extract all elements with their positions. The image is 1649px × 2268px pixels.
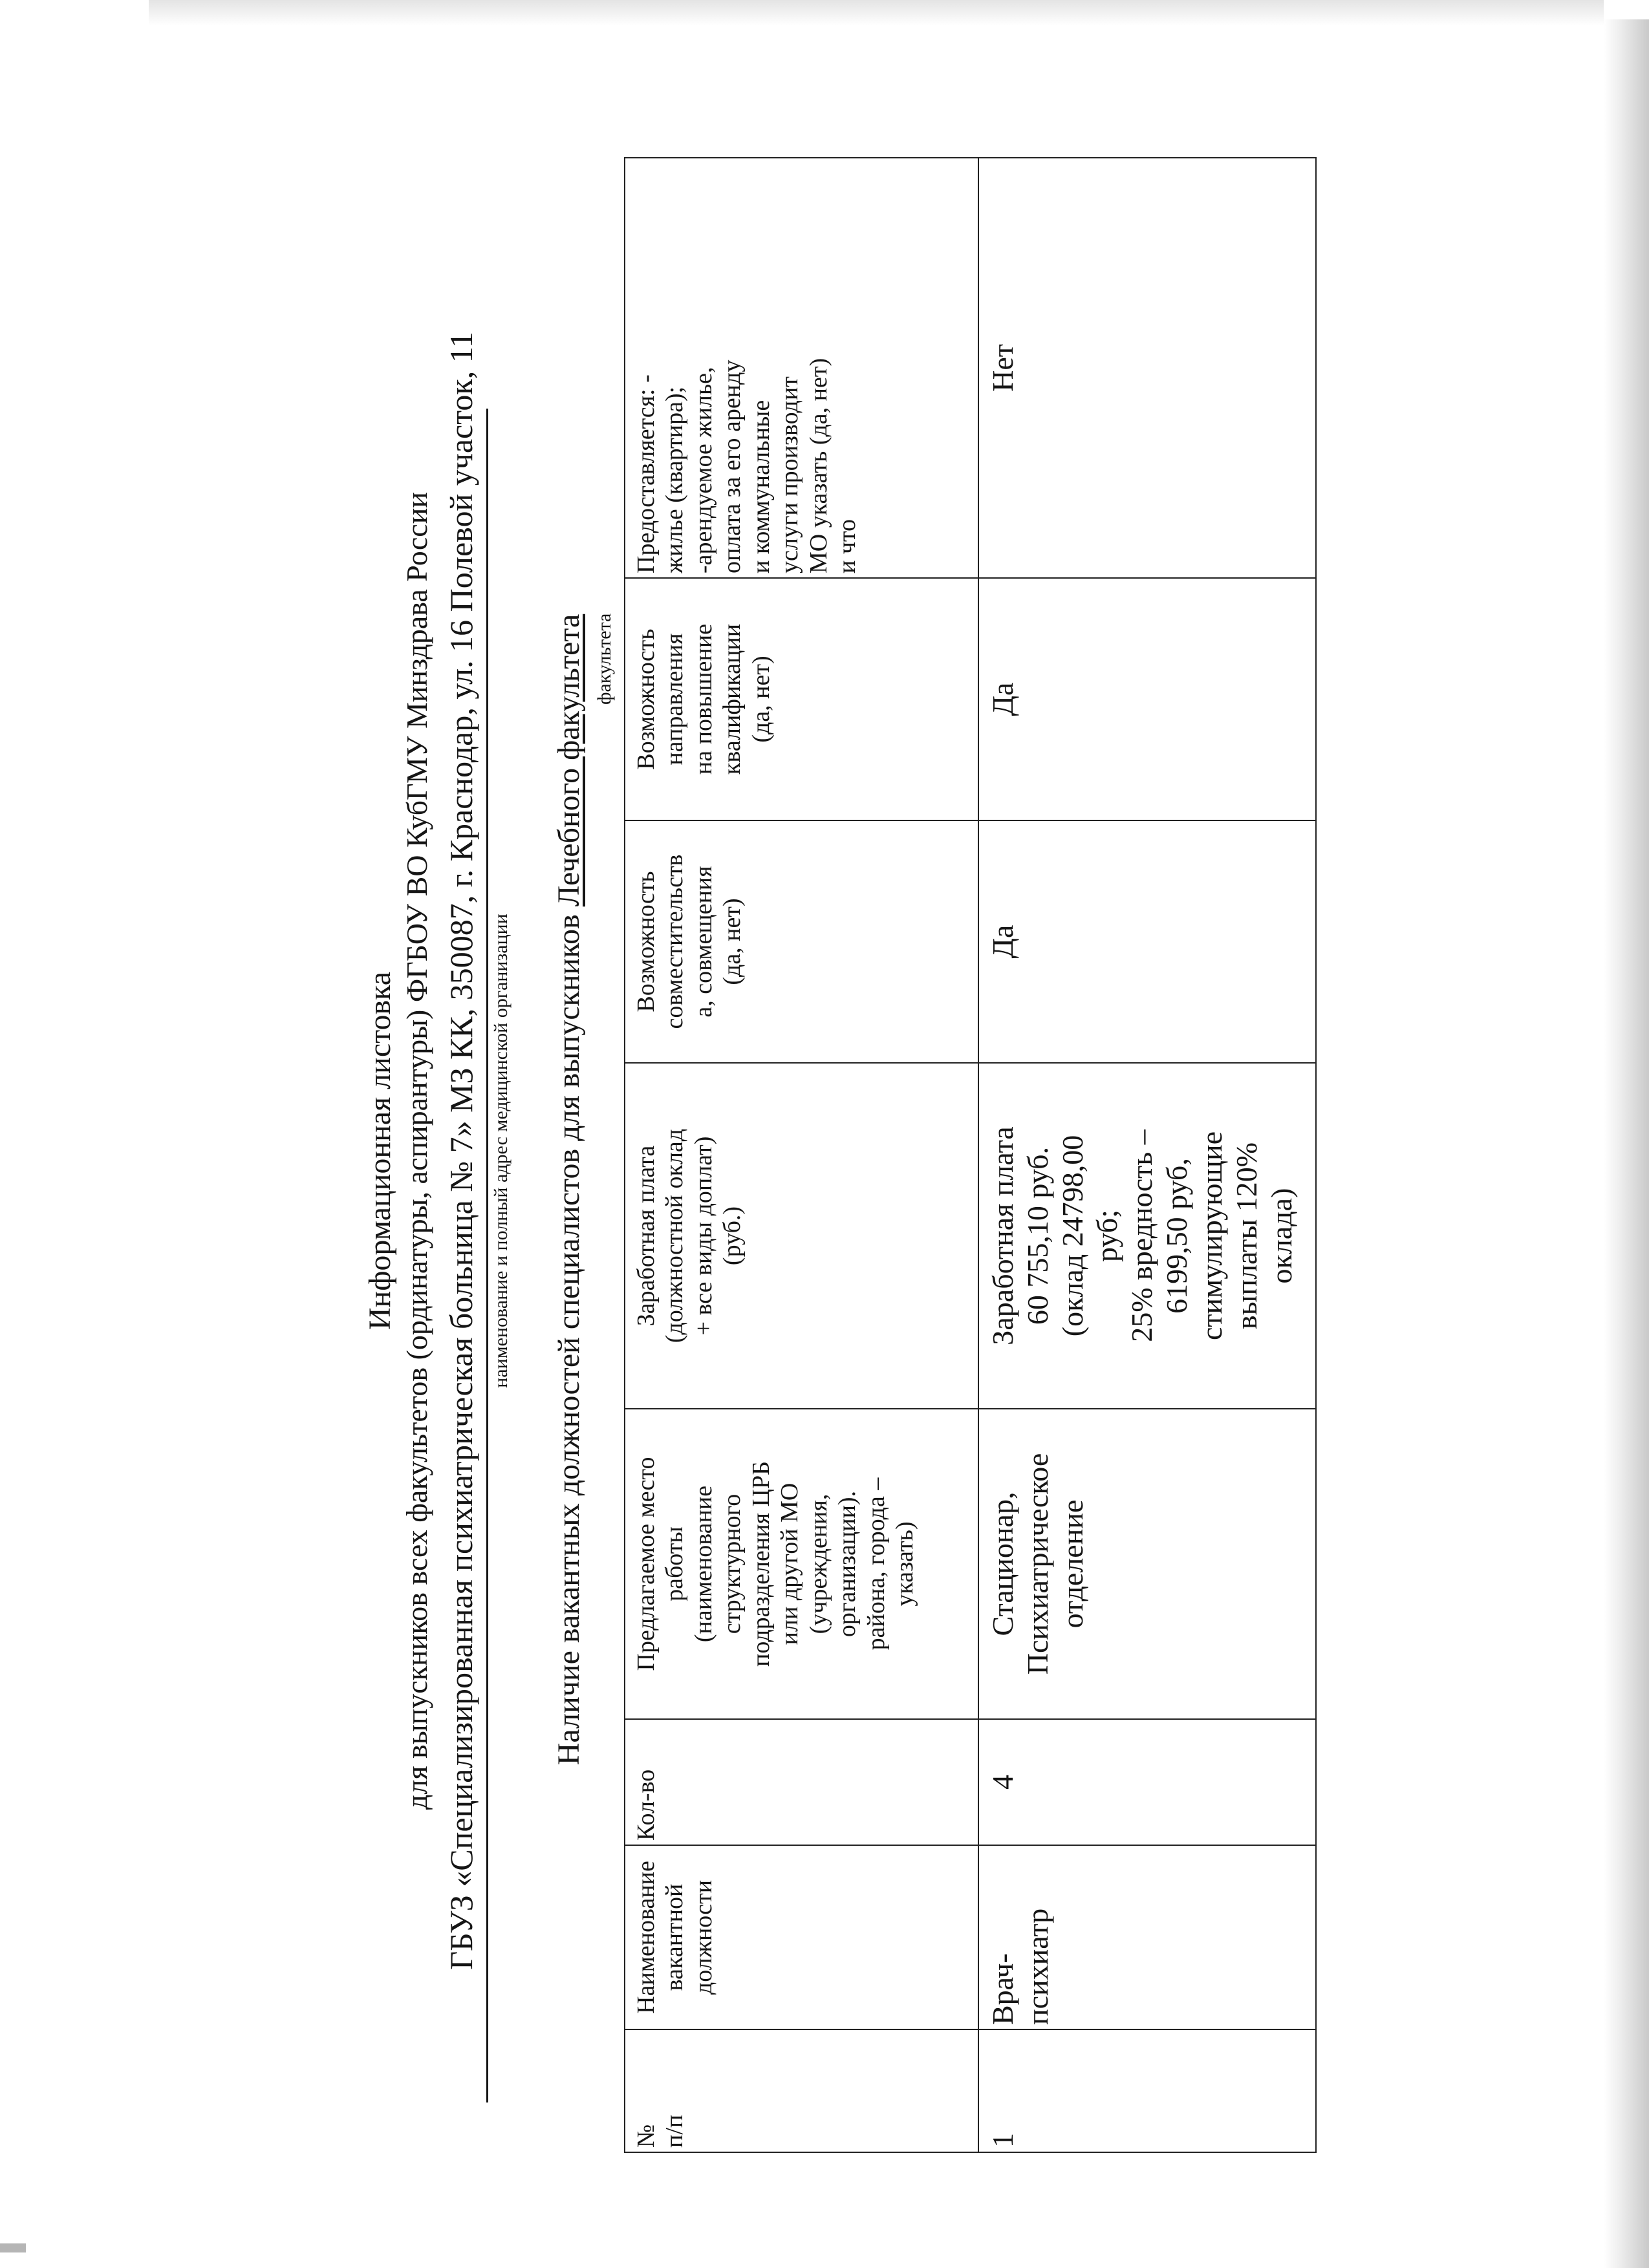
cell-line: Заработная плата <box>986 1126 1019 1345</box>
header-line: жилье (квартира); <box>661 386 689 573</box>
header-cell-training <box>625 578 978 820</box>
header-line: Наименование <box>632 1861 660 2014</box>
document-title: Информационная листовка <box>363 971 397 1331</box>
header-line: структурного <box>718 1493 746 1634</box>
scan-edge-top <box>149 0 1604 26</box>
header-line: МО указать (да, нет) <box>804 358 832 573</box>
vacancies-prefix: Наличие вакантных должностей специалистов для выпускников <box>552 914 586 1766</box>
row-salary <box>978 1063 1316 1409</box>
header-cell-salary <box>625 1063 978 1409</box>
header-line: Предлагаемое место <box>632 1457 660 1671</box>
cell-line: Психиатрическое <box>1020 1453 1054 1675</box>
header-line: Кол-во <box>632 1769 660 1841</box>
header-line: квалификации <box>718 623 746 775</box>
vacancies-table-wrap <box>624 157 1317 2153</box>
cell-line: 6199,50 руб, <box>1160 1158 1194 1314</box>
header-line: (да, нет) <box>747 656 775 743</box>
header-line: или другой МО <box>776 1482 804 1645</box>
header-cell-position <box>625 1845 978 2029</box>
header-line: указать) <box>891 1521 919 1607</box>
row-housing: Нет <box>978 158 1316 578</box>
cell-line: Стационар, <box>986 1492 1019 1636</box>
faculty-caption: факультета <box>594 613 615 705</box>
organization-caption: наименование и полный адрес медицинской организации <box>490 914 512 1388</box>
header-line: на повышение <box>689 623 717 775</box>
scan-edge-left <box>0 2243 26 2252</box>
header-line: + все виды доплат) <box>689 1136 717 1336</box>
header-line: -арендуемое жилье, <box>689 367 717 573</box>
vacancies-heading <box>551 187 587 2192</box>
cell-line: отделение <box>1055 1499 1089 1629</box>
header-line: должности <box>689 1879 717 1995</box>
header-line: и коммунальные <box>747 400 775 573</box>
cell-line: оклада) <box>1264 1188 1298 1284</box>
header-line: (учреждения, <box>804 1493 832 1634</box>
cell-line: стимулирующие <box>1194 1131 1228 1341</box>
header-line: № <box>632 2124 660 2148</box>
header-line: (руб.) <box>718 1206 746 1266</box>
cell-line: 60 755,10 руб. <box>1020 1146 1054 1325</box>
header-line: Заработная плата <box>632 1145 660 1327</box>
cell-line: выплаты 120% <box>1229 1142 1263 1330</box>
header-line: Предоставляется: - <box>632 374 660 573</box>
row-workplace <box>978 1409 1316 1719</box>
organization-name: ГБУЗ «Специализированная психиатрическая больница № 7» МЗ КК, 350087, г. Краснодар, ул. 16 Полевой участок, 11 <box>443 332 479 1970</box>
row-training: Да <box>978 578 1316 820</box>
header-line: услуги производит <box>776 376 804 573</box>
header-line: п/п <box>661 2114 689 2148</box>
faculty-name: Лечебного факультета <box>552 614 586 907</box>
header-line: подразделения ЦРБ <box>747 1461 775 1667</box>
header-line: (наименование <box>689 1485 717 1643</box>
header-line: направления <box>661 633 689 765</box>
organization-underline <box>486 409 488 2102</box>
row-number: 1 <box>978 2029 1316 2152</box>
header-line: совместительств <box>661 854 689 1029</box>
header-cell-housing <box>625 158 978 578</box>
row-count: 4 <box>978 1719 1316 1845</box>
cell-line: 25% вредность – <box>1125 1129 1159 1342</box>
header-line: работы <box>661 1526 689 1601</box>
cell-line: руб; <box>1090 1210 1124 1262</box>
header-cell-part-time <box>625 820 978 1063</box>
header-line: (должностной оклад <box>661 1128 689 1343</box>
table-header-row <box>625 158 978 2152</box>
header-line: района, города – <box>862 1477 890 1651</box>
document-subtitle: для выпускников всех факультетов (ординатуры, аспирантуры) ФГБОУ ВО КубГМУ Минздрава России <box>400 492 433 1810</box>
row-position: Врач-психиатр <box>978 1845 1316 2029</box>
table-row <box>978 158 1316 2152</box>
row-part-time: Да <box>978 820 1316 1063</box>
header-line: оплата за его аренду <box>718 359 746 573</box>
header-line: Возможность <box>632 628 660 770</box>
header-cell-workplace <box>625 1409 978 1719</box>
header-cell-number <box>625 2029 978 2152</box>
scan-edge-right <box>1604 19 1649 2268</box>
rotated-document <box>362 149 1332 2153</box>
header-line: вакантной <box>661 1883 689 1991</box>
header-cell-count <box>625 1719 978 1845</box>
header-line: Возможность <box>632 871 660 1012</box>
header-line: а, совмещения <box>689 866 717 1018</box>
header-line: (да, нет) <box>718 898 746 985</box>
vacancies-table <box>624 157 1317 2153</box>
cell-line: (оклад 24798,00 <box>1055 1135 1089 1337</box>
header-line: и что <box>834 519 861 573</box>
header-line: организации). <box>834 1490 861 1638</box>
